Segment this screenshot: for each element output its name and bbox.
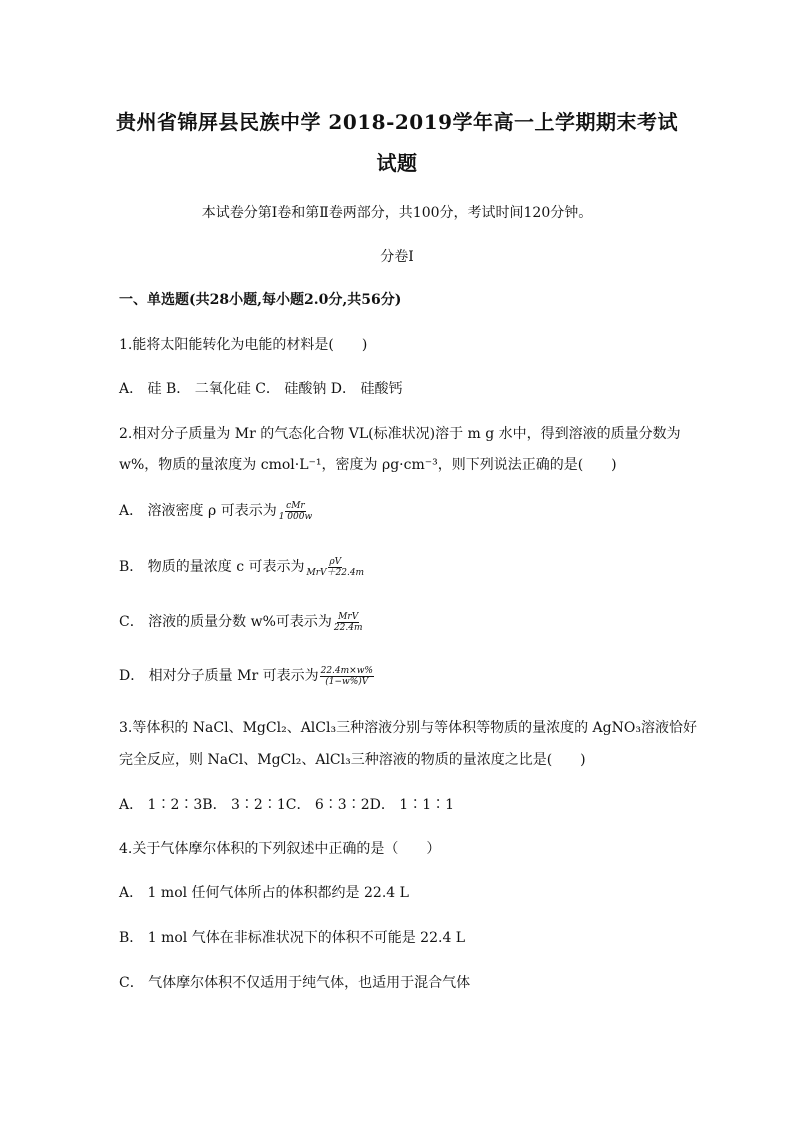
fraction-numerator: 22.4m×w% bbox=[320, 665, 373, 676]
option-text: A． 溶液密度 ρ 可表示为 bbox=[119, 503, 277, 519]
section-heading: 一、单选题(共28小题,每小题2.0分,共56分) bbox=[119, 292, 402, 308]
exam-intro: 本试卷分第Ⅰ卷和第Ⅱ卷两部分，共100分，考试时间120分钟。 bbox=[201, 205, 593, 221]
option-text: B． 物质的量浓度 c 可表示为 bbox=[119, 559, 305, 575]
fraction-denominator: MrV＋22.4m bbox=[306, 567, 365, 578]
document-title-line-1: 贵州省锦屏县民族中学 2018-2019学年高一上学期期末考试 bbox=[115, 110, 679, 134]
question-3-options: A． 1∶2∶3B． 3∶2∶1C． 6∶3∶2D． 1∶1∶1 bbox=[119, 797, 455, 813]
fraction bbox=[278, 501, 313, 522]
question-4-option-b: B． 1 mol 气体在非标准状况下的体积不可能是 22.4 L bbox=[119, 930, 466, 946]
question-4-stem: 4.关于气体摩尔体积的下列叙述中正确的是（ ） bbox=[119, 841, 441, 857]
question-4-option-a: A． 1 mol 任何气体所占的体积都约是 22.4 L bbox=[119, 885, 409, 901]
question-1-options: A． 硅 B． 二氧化硅 C． 硅酸钠 D． 硅酸钙 bbox=[119, 381, 403, 397]
question-3-stem-line-1: 3.等体积的 NaCl、MgCl₂、AlCl₃三种溶液分别与等体积等物质的量浓度的 AgNO₃溶液恰好 bbox=[119, 720, 697, 736]
question-1-stem: 1.能将太阳能转化为电能的材料是( ) bbox=[119, 337, 368, 353]
fraction-denominator: 22.4m bbox=[333, 622, 363, 633]
question-2-stem-line-2: w%，物质的量浓度为 cmol·L⁻¹，密度为 ρg·cm⁻³，则下列说法正确的是( ) bbox=[119, 457, 617, 473]
option-text: D． 相对分子质量 Mr 可表示为 bbox=[119, 668, 319, 684]
fraction-denominator: (1−w%)V bbox=[325, 676, 369, 687]
fraction-numerator: cMr bbox=[286, 500, 305, 511]
option-text: C． 溶液的质量分数 w%可表示为 bbox=[119, 614, 332, 630]
question-2-option-a bbox=[119, 500, 313, 522]
fraction bbox=[320, 666, 374, 687]
question-2-option-c bbox=[119, 611, 363, 633]
fraction-numerator: ρV bbox=[329, 556, 342, 567]
fraction-denominator: 1 000w bbox=[278, 511, 313, 522]
question-2-option-d bbox=[119, 665, 374, 687]
volume-heading: 分卷I bbox=[380, 249, 414, 265]
fraction-numerator: MrV bbox=[338, 611, 359, 622]
question-3-stem-line-2: 完全反应，则 NaCl、MgCl₂、AlCl₃三种溶液的物质的量浓度之比是( ) bbox=[119, 752, 586, 768]
question-4-option-c: C． 气体摩尔体积不仅适用于纯气体，也适用于混合气体 bbox=[119, 975, 471, 991]
question-2-option-b bbox=[119, 556, 365, 578]
fraction bbox=[333, 612, 364, 633]
fraction bbox=[305, 557, 365, 578]
question-2-stem-line-1: 2.相对分子质量为 Mr 的气态化合物 VL(标准状况)溶于 m g 水中，得到溶液的质量分数为 bbox=[119, 426, 681, 442]
document-title-line-2: 试题 bbox=[376, 151, 418, 175]
